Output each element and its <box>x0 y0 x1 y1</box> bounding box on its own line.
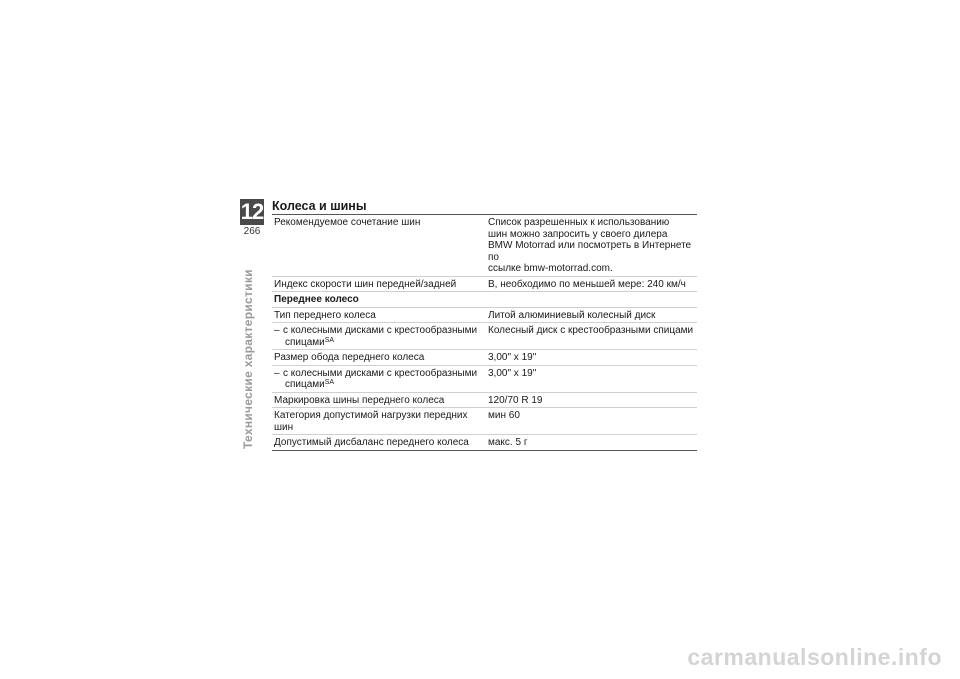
row-value: макс. 5 г <box>488 437 528 448</box>
row-label: Маркировка шины переднего колеса <box>274 394 445 406</box>
row-label: Рекомендуемое сочетание шин <box>274 217 421 228</box>
label-line: спицами <box>285 379 325 390</box>
table-row <box>272 435 697 451</box>
row-value <box>484 215 697 276</box>
table-row <box>272 215 697 277</box>
sa-superscript: SA <box>324 336 335 344</box>
row-value: B, необходимо по меньшей мере: 240 км/ч <box>488 278 686 290</box>
row-label: Индекс скорости шин передней/задней <box>274 278 457 290</box>
row-label: Тип переднего колеса <box>274 309 376 321</box>
table-row <box>272 323 697 350</box>
label-line: спицами <box>285 336 325 348</box>
row-label: Допустимый дисбаланс переднего колеса <box>274 437 469 448</box>
row-label: Размер обода переднего колеса <box>274 352 425 363</box>
chapter-number-badge: 12 <box>240 199 264 224</box>
row-value: 120/70 R 19 <box>488 394 543 406</box>
table-row <box>272 308 697 324</box>
section-title: Колеса и шины <box>272 199 367 213</box>
chapter-side-label: Технические характеристики <box>241 269 255 449</box>
dash-marker: – <box>274 367 280 379</box>
table-row <box>272 393 697 409</box>
table-row <box>272 408 697 435</box>
sa-superscript: SA <box>324 379 335 386</box>
value-line: BMW Motorrad или посмотреть в Интернете по <box>488 240 692 263</box>
row-label: Категория допустимой нагрузки передних шин <box>274 410 468 433</box>
table-row <box>272 366 697 393</box>
dash-marker: – <box>274 325 280 336</box>
value-line: Список разрешенных к использованию <box>488 217 670 228</box>
section-header-label: Переднее колесо <box>274 294 359 305</box>
value-line: ссылке bmw-motorrad.com. <box>488 263 613 274</box>
row-value: Колесный диск с крестообразными спицами <box>488 325 694 336</box>
table-row <box>272 350 697 366</box>
table-row <box>272 277 697 293</box>
row-value: 3,00" x 19" <box>488 367 537 379</box>
label-line: с колесными дисками с крестообразными <box>283 325 478 336</box>
row-value: 3,00" x 19" <box>488 352 537 363</box>
label-line: с колесными дисками с крестообразными <box>283 367 478 379</box>
row-label <box>272 323 484 349</box>
spec-table <box>272 214 697 451</box>
watermark: carmanualsonline.info <box>687 644 942 670</box>
row-value: Литой алюминиевый колесный диск <box>488 309 656 321</box>
row-value: мин 60 <box>488 410 520 421</box>
value-line: шин можно запросить у своего дилера <box>488 228 668 240</box>
table-section-header <box>272 292 697 308</box>
row-label <box>272 366 484 392</box>
page-number: 266 <box>243 226 261 237</box>
